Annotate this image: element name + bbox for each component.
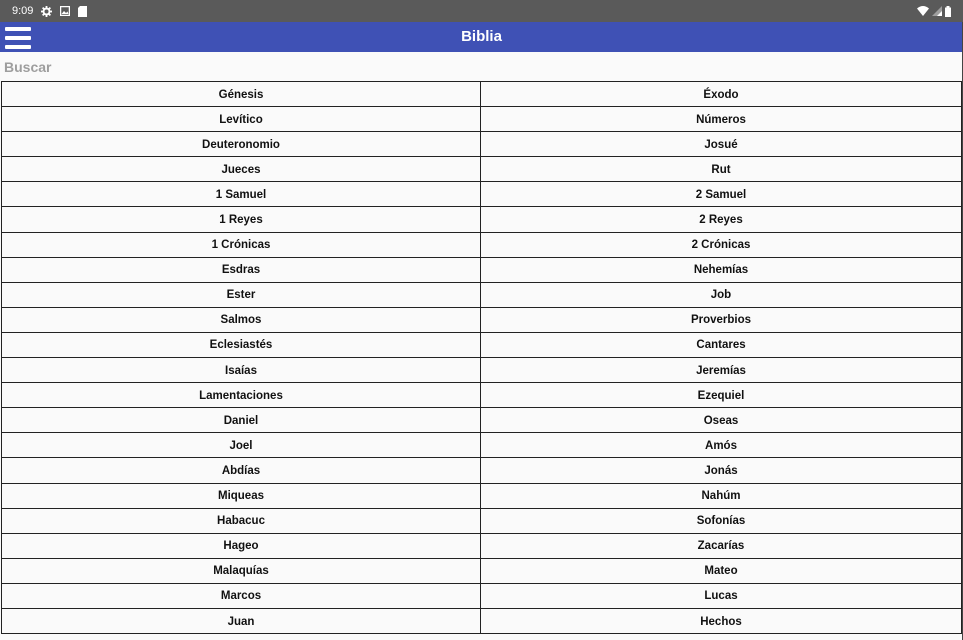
book-item[interactable]: Zacarías [481, 534, 962, 559]
book-item[interactable]: Hageo [1, 534, 481, 559]
book-item[interactable]: Habacuc [1, 509, 481, 534]
book-item[interactable]: Oseas [481, 408, 962, 433]
book-item[interactable]: 2 Reyes [481, 207, 962, 232]
book-item[interactable]: Juan [1, 609, 481, 634]
book-item[interactable]: Proverbios [481, 308, 962, 333]
hamburger-icon-bar-middle [5, 36, 31, 40]
menu-button[interactable] [3, 25, 33, 51]
book-item[interactable]: 2 Samuel [481, 182, 962, 207]
wifi-icon [917, 6, 929, 16]
book-item[interactable]: 1 Samuel [1, 182, 481, 207]
book-item[interactable]: Josué [481, 132, 962, 157]
book-item[interactable]: Daniel [1, 408, 481, 433]
book-item[interactable]: 1 Crónicas [1, 233, 481, 258]
book-item[interactable]: Génesis [1, 82, 481, 107]
app-title: Biblia [461, 28, 502, 45]
hamburger-icon-bar-top [5, 27, 31, 31]
book-item[interactable]: Levítico [1, 107, 481, 132]
book-item[interactable]: Sofonías [481, 509, 962, 534]
image-icon [60, 6, 70, 16]
book-item[interactable]: Ester [1, 283, 481, 308]
search-bar [0, 52, 963, 81]
book-item[interactable]: Cantares [481, 333, 962, 358]
book-item[interactable]: Mateo [481, 559, 962, 584]
book-item[interactable]: Salmos [1, 308, 481, 333]
book-item[interactable]: Amós [481, 433, 962, 458]
book-item[interactable]: Jueces [1, 157, 481, 182]
book-item[interactable]: Isaías [1, 358, 481, 383]
status-bar [0, 0, 963, 22]
book-list [1, 81, 962, 634]
book-item[interactable]: Ezequiel [481, 383, 962, 408]
search-input[interactable] [0, 52, 963, 81]
book-item[interactable]: Abdías [1, 458, 481, 483]
book-item[interactable]: Nehemías [481, 258, 962, 283]
book-item[interactable]: Malaquías [1, 559, 481, 584]
book-item[interactable]: Joel [1, 433, 481, 458]
book-item[interactable]: Números [481, 107, 962, 132]
status-time: 9:09 [12, 5, 34, 17]
battery-icon [945, 6, 951, 17]
book-item[interactable]: Éxodo [481, 82, 962, 107]
book-item[interactable]: Lamentaciones [1, 383, 481, 408]
book-item[interactable]: Esdras [1, 258, 481, 283]
app-bar [0, 22, 963, 52]
book-item[interactable]: Job [481, 283, 962, 308]
status-icons-left [41, 5, 87, 17]
book-item[interactable]: Nahúm [481, 484, 962, 509]
status-icons-right [917, 5, 951, 17]
book-item[interactable]: Jeremías [481, 358, 962, 383]
book-item[interactable]: Deuteronomio [1, 132, 481, 157]
book-item[interactable]: Eclesiastés [1, 333, 481, 358]
book-item[interactable]: 1 Reyes [1, 207, 481, 232]
settings-icon [41, 6, 52, 17]
sd-card-icon [78, 6, 87, 17]
signal-icon [932, 6, 942, 16]
book-item[interactable]: Rut [481, 157, 962, 182]
book-item[interactable]: Miqueas [1, 484, 481, 509]
book-item[interactable]: Marcos [1, 584, 481, 609]
book-item[interactable]: Hechos [481, 609, 962, 634]
book-item[interactable]: 2 Crónicas [481, 233, 962, 258]
book-item[interactable]: Lucas [481, 584, 962, 609]
hamburger-icon-bar-bottom [5, 45, 31, 49]
book-item[interactable]: Jonás [481, 458, 962, 483]
